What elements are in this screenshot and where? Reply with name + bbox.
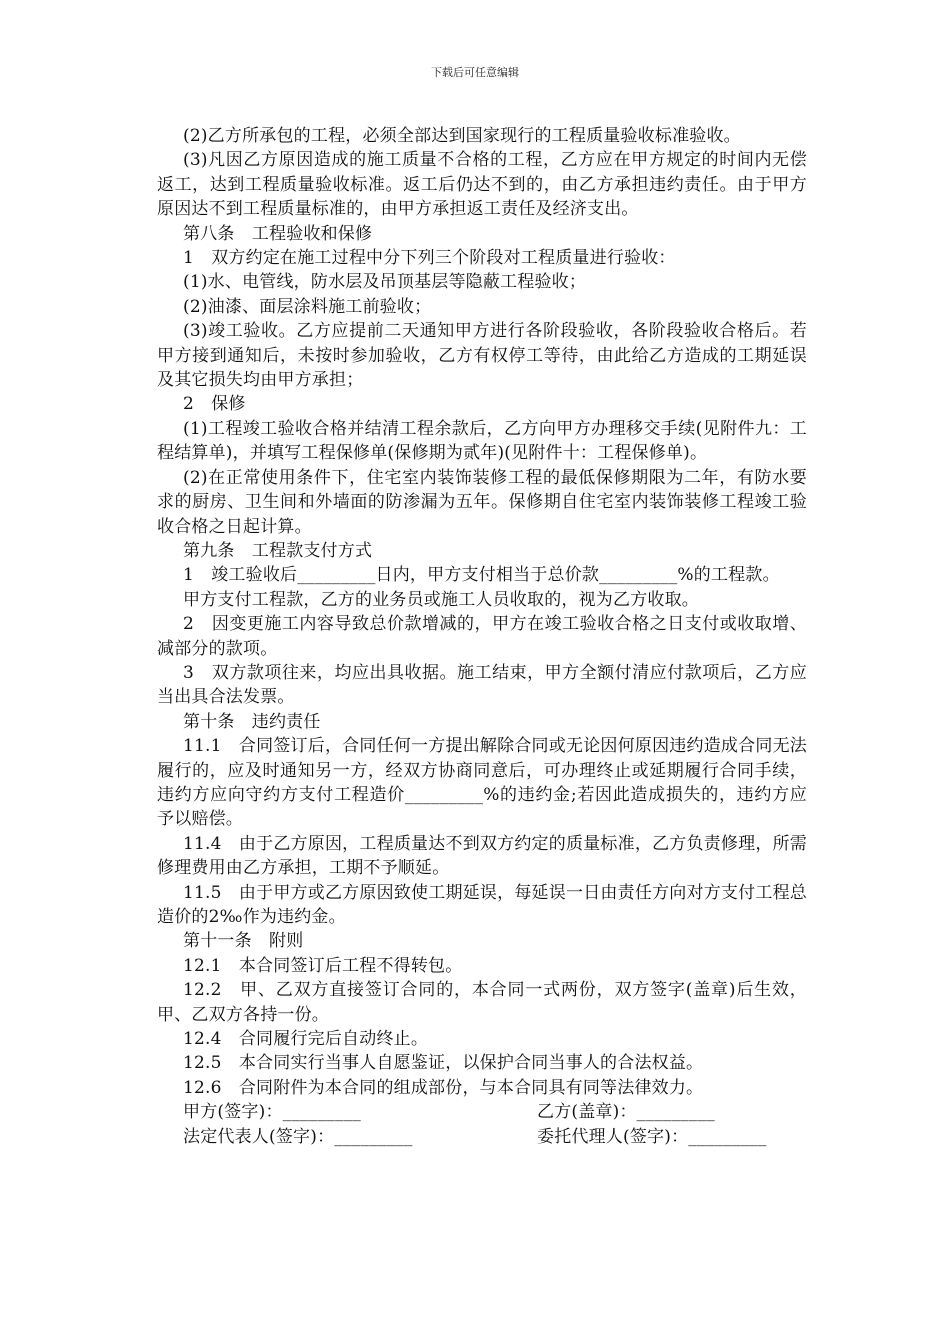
paragraph-12-2: 12.2 甲、乙双方直接签订合同的，本合同一式两份，双方签字(盖章)后生效，甲、乙双方各持一份。	[157, 980, 807, 1025]
paragraph-quality-standard: (2)乙方所承包的工程，必须全部达到国家现行的工程质量验收标准验收。	[183, 126, 741, 146]
paragraph-12-4: 12.4 合同履行完后自动终止。	[183, 1029, 429, 1050]
article-10-heading: 第十条 违约责任	[183, 711, 321, 732]
paragraph-payment-2: 2 因变更施工内容导致总价款增减的，甲方在竣工验收合格之日支付或收取增、减部分的款项。	[157, 614, 807, 659]
paragraph-12-6: 12.6 合同附件为本合同的组成部份，与本合同具有同等法律效力。	[183, 1077, 704, 1098]
signature-row-2	[157, 1125, 807, 1149]
party-b-seal: 乙方(盖章)：_________	[537, 1102, 715, 1123]
signature-row-1	[157, 1100, 807, 1124]
paragraph-11-5: 11.5 由于甲方或乙方原因致使工期延误，每延误一日由责任方向对方支付工程总造价的2‰作为违约金。	[157, 882, 807, 927]
paragraph-inspection-stages: 1 双方约定在施工过程中分下列三个阶段对工程质量进行验收：	[183, 248, 676, 269]
article-11-heading: 第十一条 附则	[183, 931, 304, 952]
paragraph-stage-1: (1)水、电管线，防水层及吊顶基层等隐蔽工程验收；	[183, 272, 587, 293]
paragraph-12-1: 12.1 本合同签订后工程不得转包。	[183, 955, 463, 976]
paragraph-payment-1: 1 竣工验收后_________日内，甲方支付相当于总价款_________%的工程款。	[183, 565, 780, 586]
paragraph-12-5: 12.5 本合同实行当事人自愿鉴证，以保护合同当事人的合法权益。	[183, 1053, 704, 1074]
article-9-heading: 第九条 工程款支付方式	[183, 540, 373, 561]
page-header: 下载后可任意编辑	[431, 66, 519, 79]
party-a-signature: 甲方(签字)：_________	[183, 1102, 361, 1123]
paragraph-warranty-1: (1)工程竣工验收合格并结清工程余款后，乙方向甲方办理移交手续(见附件九：工程结算单)，并填写工程保修单(保修期为贰年)(见附件十：工程保修单)。	[157, 418, 807, 464]
article-8-heading: 第八条 工程验收和保修	[183, 223, 373, 244]
paragraph-rework: (3)凡因乙方原因造成的施工质量不合格的工程，乙方应在甲方规定的时间内无偿返工，达到工程质量验收标准。返工后仍达不到的，由乙方承担违约责任。由于甲方原因达不到工程质量标准的，由甲方承担返工责任及经济支出。	[157, 150, 807, 220]
warranty-heading: 2 保修	[183, 394, 246, 415]
agent-signature: 委托代理人(签字)：_________	[537, 1126, 767, 1147]
paragraph-payment-3: 3 双方款项往来，均应出具收据。施工结束，甲方全额付清应付款项后，乙方应当出具合法发票。	[157, 662, 807, 708]
paragraph-payment-collection: 甲方支付工程款，乙方的业务员或施工人员收取的，视为乙方收取。	[183, 589, 699, 610]
paragraph-stage-3: (3)竣工验收。乙方应提前二天通知甲方进行各阶段验收，各阶段验收合格后。若甲方接到通知后，未按时参加验收，乙方有权停工等待，由此给乙方造成的工期延误及其它损失均由甲方承担；	[157, 321, 807, 391]
paragraph-11-1: 11.1 合同签订后，合同任何一方提出解除合同或无论因何原因违约造成合同无法履行的，应及时通知另一方，经双方协商同意后，可办理终止或延期履行合同手续，违约方应向守约方支付工程造价_________%的违约金;若因此造成损失的，违约方应予以赔偿。	[157, 736, 807, 830]
document-body	[157, 124, 807, 1149]
paragraph-warranty-2: (2)在正常使用条件下，住宅室内装饰装修工程的最低保修期限为二年，有防水要求的厨房、卫生间和外墙面的防渗漏为五年。保修期自住宅室内装饰装修工程竣工验收合格之日起计算。	[157, 467, 807, 537]
paragraph-stage-2: (2)油漆、面层涂料施工前验收；	[183, 296, 432, 317]
paragraph-11-4: 11.4 由于乙方原因，工程质量达不到双方约定的质量标准，乙方负责修理，所需修理费用由乙方承担，工期不予顺延。	[157, 833, 807, 879]
legal-representative-signature: 法定代表人(签字)：_________	[183, 1126, 413, 1147]
